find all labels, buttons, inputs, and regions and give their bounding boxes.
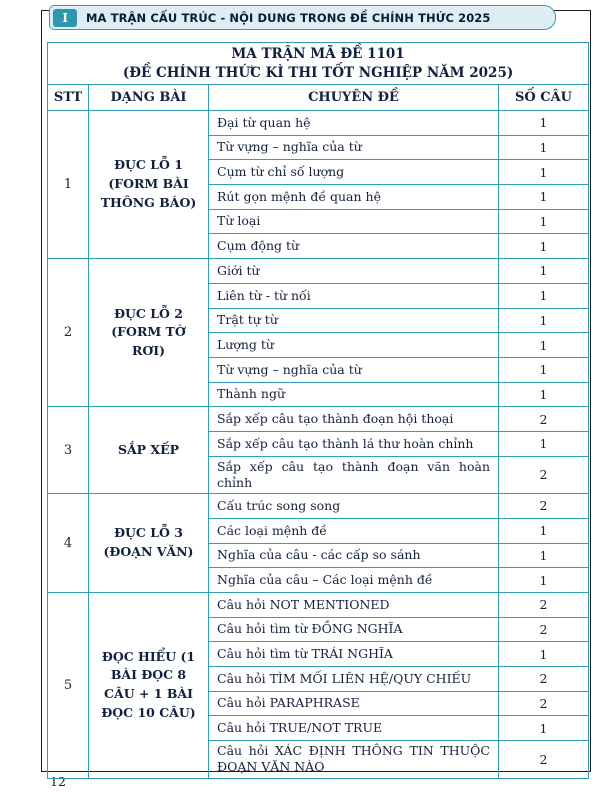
stt-cell: 2 <box>48 259 89 407</box>
chuyen-de-cell: Sắp xếp câu tạo thành đoạn hội thoại <box>209 407 499 432</box>
so-cau-cell: 1 <box>499 357 589 382</box>
chuyen-de-cell: Cụm từ chỉ số lượng <box>209 160 499 185</box>
table-title-line2: (ĐỀ CHÍNH THỨC KÌ THI TỐT NGHIỆP NĂM 2025) <box>122 64 514 81</box>
chuyen-de-cell: Sắp xếp câu tạo thành lá thư hoàn chỉnh <box>209 431 499 456</box>
matrix-table <box>47 42 589 779</box>
so-cau-cell: 1 <box>499 234 589 259</box>
chuyen-de-cell: Giới từ <box>209 259 499 284</box>
so-cau-cell: 1 <box>499 518 589 543</box>
chuyen-de-cell: Từ loại <box>209 209 499 234</box>
so-cau-cell: 2 <box>499 691 589 716</box>
section-number-badge: I <box>53 9 77 27</box>
chuyen-de-cell: Câu hỏi NOT MENTIONED <box>209 592 499 617</box>
chuyen-de-cell: Câu hỏi tìm từ TRÁI NGHĨA <box>209 642 499 667</box>
dang-bai-cell: ĐỤC LỖ 3 (ĐOẠN VĂN) <box>89 494 209 593</box>
dang-bai-cell: ĐỤC LỖ 2 (FORM TỜ RƠI) <box>89 259 209 407</box>
stt-cell: 3 <box>48 407 89 494</box>
column-header: DẠNG BÀI <box>89 85 209 111</box>
table-row <box>48 259 589 284</box>
stt-cell: 1 <box>48 111 89 259</box>
chuyen-de-cell: Nghĩa của câu – Các loại mệnh đề <box>209 568 499 593</box>
so-cau-cell: 1 <box>499 431 589 456</box>
so-cau-cell: 1 <box>499 382 589 407</box>
so-cau-cell: 2 <box>499 456 589 494</box>
chuyen-de-cell: Nghĩa của câu - các cấp so sánh <box>209 543 499 568</box>
column-header: SỐ CÂU <box>499 85 589 111</box>
column-header-row <box>48 85 589 111</box>
dang-bai-cell: ĐỤC LỖ 1 (FORM BÀI THÔNG BÁO) <box>89 111 209 259</box>
chuyen-de-cell: Từ vựng – nghĩa của từ <box>209 357 499 382</box>
chuyen-de-cell: Cấu trúc song song <box>209 494 499 519</box>
chuyen-de-cell: Cụm động từ <box>209 234 499 259</box>
so-cau-cell: 1 <box>499 568 589 593</box>
so-cau-cell: 1 <box>499 259 589 284</box>
column-header: CHUYÊN ĐỀ <box>209 85 499 111</box>
chuyen-de-cell: Thành ngữ <box>209 382 499 407</box>
so-cau-cell: 2 <box>499 617 589 642</box>
chuyen-de-cell: Câu hỏi XÁC ĐỊNH THÔNG TIN THUỘC ĐOẠN VĂN NÀO <box>209 741 499 779</box>
column-header: STT <box>48 85 89 111</box>
so-cau-cell: 1 <box>499 209 589 234</box>
table-title <box>48 43 589 85</box>
chuyen-de-cell: Các loại mệnh đề <box>209 518 499 543</box>
chuyen-de-cell: Lượng từ <box>209 333 499 358</box>
so-cau-cell: 2 <box>499 666 589 691</box>
so-cau-cell: 2 <box>499 494 589 519</box>
chuyen-de-cell: Câu hỏi TÌM MỐI LIÊN HỆ/QUY CHIẾU <box>209 666 499 691</box>
so-cau-cell: 1 <box>499 160 589 185</box>
so-cau-cell: 1 <box>499 543 589 568</box>
dang-bai-cell: ĐỌC HIỂU (1 BÀI ĐỌC 8 CÂU + 1 BÀI ĐỌC 10 CÂU) <box>89 592 209 778</box>
stt-cell: 5 <box>48 592 89 778</box>
section-title: MA TRẬN CẤU TRÚC - NỘI DUNG TRONG ĐỀ CHÍNH THỨC 2025 <box>86 10 491 25</box>
so-cau-cell: 1 <box>499 135 589 160</box>
table-title-line1: MA TRẬN MÃ ĐỀ 1101 <box>231 45 405 62</box>
chuyen-de-cell: Sắp xếp câu tạo thành đoạn văn hoàn chỉnh <box>209 456 499 494</box>
stt-cell: 4 <box>48 494 89 593</box>
section-banner <box>49 5 556 30</box>
chuyen-de-cell: Từ vựng – nghĩa của từ <box>209 135 499 160</box>
chuyen-de-cell: Rút gọn mệnh đề quan hệ <box>209 185 499 210</box>
so-cau-cell: 1 <box>499 642 589 667</box>
table-title-row <box>48 43 589 85</box>
so-cau-cell: 2 <box>499 407 589 432</box>
page-number: 12 <box>50 774 66 789</box>
matrix-table-body <box>48 111 589 779</box>
chuyen-de-cell: Câu hỏi PARAPHRASE <box>209 691 499 716</box>
chuyen-de-cell: Trật tự từ <box>209 308 499 333</box>
chuyen-de-cell: Liên từ - từ nối <box>209 283 499 308</box>
dang-bai-cell: SẮP XẾP <box>89 407 209 494</box>
table-row <box>48 592 589 617</box>
so-cau-cell: 1 <box>499 333 589 358</box>
so-cau-cell: 1 <box>499 308 589 333</box>
table-row <box>48 407 589 432</box>
table-row <box>48 111 589 136</box>
table-row <box>48 494 589 519</box>
so-cau-cell: 1 <box>499 283 589 308</box>
chuyen-de-cell: Câu hỏi tìm từ ĐỒNG NGHĨA <box>209 617 499 642</box>
so-cau-cell: 2 <box>499 741 589 779</box>
so-cau-cell: 1 <box>499 111 589 136</box>
chuyen-de-cell: Đại từ quan hệ <box>209 111 499 136</box>
so-cau-cell: 2 <box>499 592 589 617</box>
so-cau-cell: 1 <box>499 185 589 210</box>
chuyen-de-cell: Câu hỏi TRUE/NOT TRUE <box>209 716 499 741</box>
so-cau-cell: 1 <box>499 716 589 741</box>
